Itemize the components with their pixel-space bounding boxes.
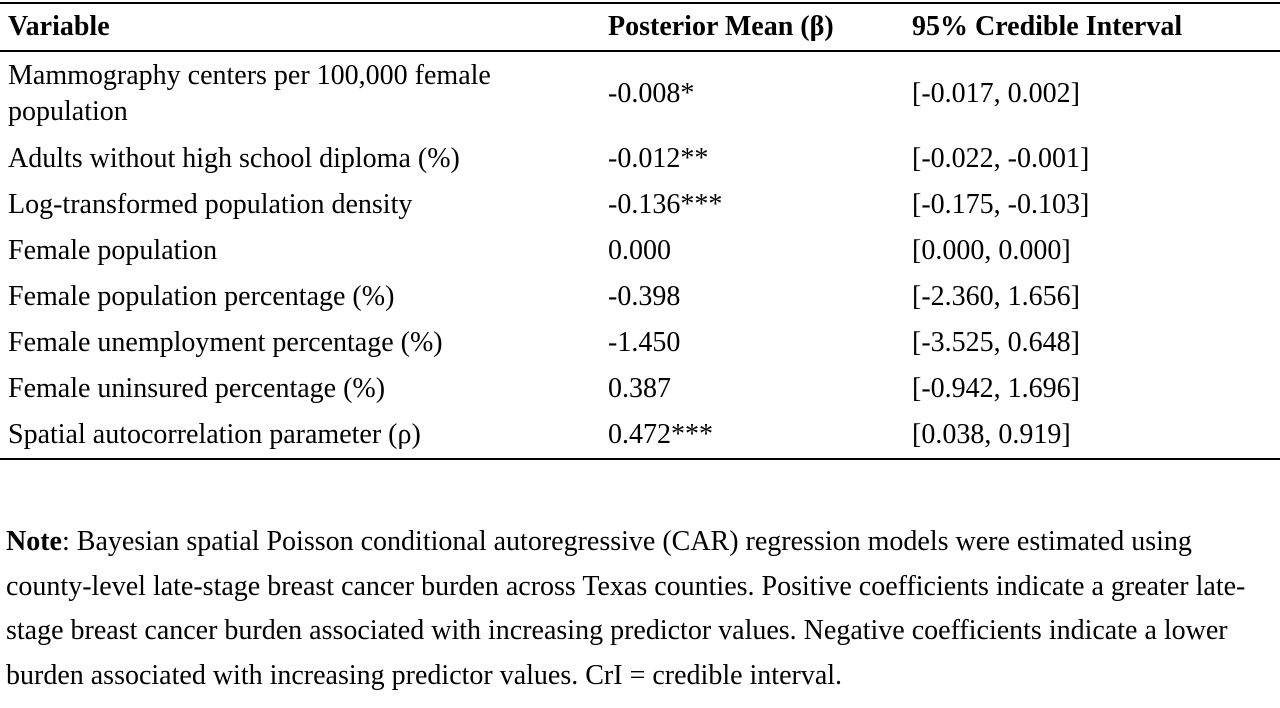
- cell-variable: Spatial autocorrelation parameter (ρ): [8, 419, 421, 450]
- table-row: [0, 182, 1280, 228]
- table-row: [0, 228, 1280, 274]
- cell-credible-interval: [-0.175, -0.103]: [912, 189, 1090, 220]
- results-table: [0, 2, 1280, 460]
- cell-posterior-mean: -0.012**: [608, 143, 709, 174]
- cell-variable: Female population percentage (%): [8, 281, 395, 312]
- table-header: [0, 3, 1280, 51]
- cell-credible-interval: [-0.022, -0.001]: [912, 143, 1090, 174]
- cell-credible-interval: [0.038, 0.919]: [912, 419, 1071, 450]
- cell-posterior-mean: 0.387: [608, 373, 671, 404]
- table-body: [0, 51, 1280, 459]
- cell-posterior-mean: -1.450: [608, 327, 681, 358]
- header-row: [0, 3, 1280, 51]
- cell-posterior-mean: -0.136***: [608, 189, 723, 220]
- table-row: [0, 412, 1280, 459]
- cell-variable: Mammography centers per 100,000 female population: [8, 60, 491, 127]
- cell-posterior-mean: 0.472***: [608, 419, 713, 450]
- cell-variable: Log-transformed population density: [8, 189, 413, 220]
- table-row: [0, 366, 1280, 412]
- cell-variable: Adults without high school diploma (%): [8, 143, 460, 174]
- table-row: [0, 320, 1280, 366]
- header-posterior-mean: Posterior Mean (β): [608, 11, 834, 42]
- cell-variable: Female uninsured percentage (%): [8, 373, 386, 404]
- table-note: [6, 520, 1268, 698]
- cell-credible-interval: [0.000, 0.000]: [912, 235, 1071, 266]
- cell-posterior-mean: 0.000: [608, 235, 671, 266]
- cell-posterior-mean: -0.398: [608, 281, 681, 312]
- header-credible-interval: 95% Credible Interval: [912, 11, 1183, 42]
- note-text: : Bayesian spatial Poisson conditional autoregressive (CAR) regression models were estimated using county-level late-stage breast cancer burden across Texas counties. Positive coefficients indicate a greater late-stage breast cancer burden associated with increasing predictor values. Negative coefficients indicate a lower burden associated with increasing predictor values. CrI = credible interval.: [6, 526, 1246, 691]
- cell-credible-interval: [-2.360, 1.656]: [912, 281, 1080, 312]
- results-table-container: [0, 2, 1280, 460]
- table-row: [0, 136, 1280, 182]
- cell-posterior-mean: -0.008*: [608, 78, 695, 109]
- cell-variable: Female population: [8, 235, 218, 266]
- cell-credible-interval: [-3.525, 0.648]: [912, 327, 1080, 358]
- cell-credible-interval: [-0.017, 0.002]: [912, 78, 1080, 109]
- cell-variable: Female unemployment percentage (%): [8, 327, 443, 358]
- header-variable: Variable: [8, 11, 110, 42]
- table-row: [0, 274, 1280, 320]
- note-label: Note: [6, 526, 62, 557]
- table-row: [0, 51, 1280, 136]
- cell-credible-interval: [-0.942, 1.696]: [912, 373, 1080, 404]
